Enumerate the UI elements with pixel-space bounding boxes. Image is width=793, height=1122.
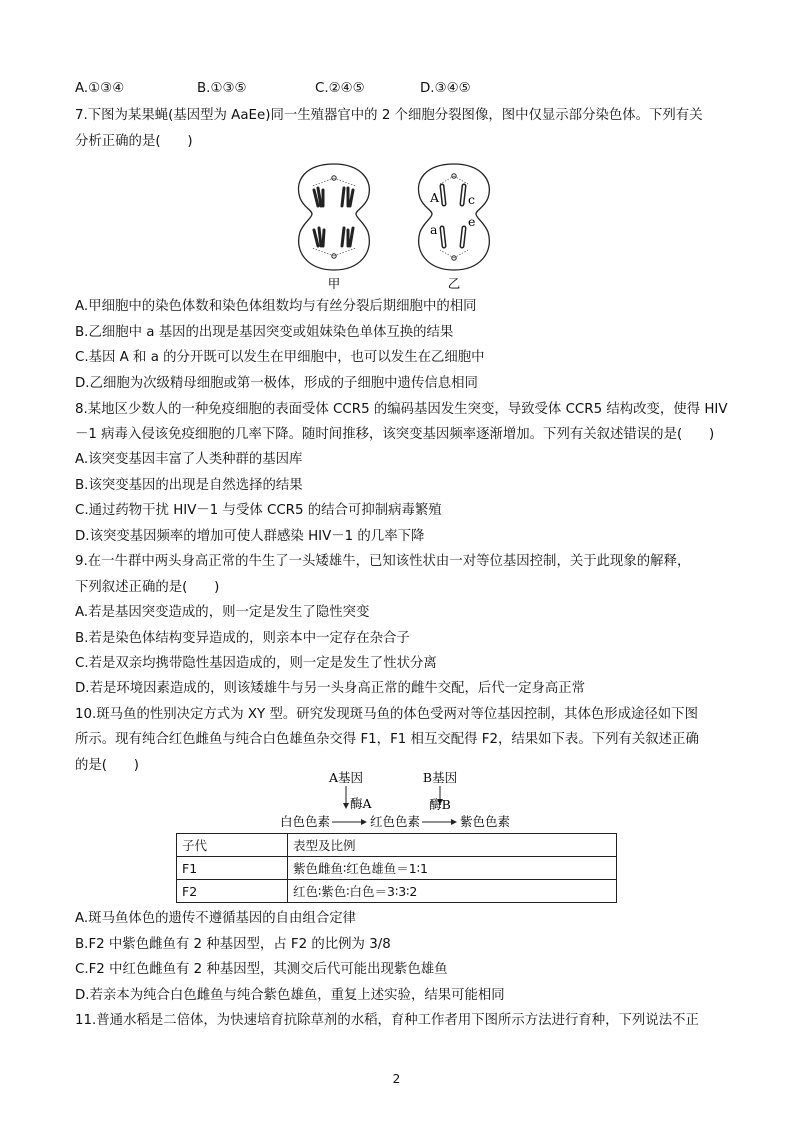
cell-jia-drawing (298, 164, 369, 270)
q10-stem-line3: 的是( ) (75, 758, 140, 773)
table-row (177, 857, 617, 880)
q10-enzyme-b-label: 酶B (429, 797, 451, 812)
q10-stem-line1: 10.斑马鱼的性别决定方式为 XY 型。研究发现斑马鱼的体色受两对等位基因控制，其体色形成途径如下图 (75, 707, 698, 722)
q10-option-a: A.斑马鱼体色的遗传不遵循基因的自由组合定律 (75, 911, 356, 926)
table-cell: F1 (177, 857, 288, 880)
table-cell: 紫色雌鱼∶红色雄鱼＝1∶1 (288, 857, 617, 880)
cell-yi-drawing (418, 164, 489, 270)
q7-option-a: A.甲细胞中的染色体数和染色体组数均与有丝分裂后期细胞中的相同 (75, 299, 477, 314)
table-cell: F2 (177, 880, 288, 903)
q9-stem-line2: 下列叙述正确的是( ) (75, 580, 220, 595)
q7-allele-label: A (430, 190, 440, 205)
q6-option-d: D.③④⑤ (420, 81, 471, 96)
q10-stem-line2: 所示。现有纯合红色雌鱼与纯合白色雄鱼杂交得 F1，F1 相互交配得 F2，结果如下表。下列有关叙述正确 (75, 732, 699, 747)
q10-pigment-pathway-diagram (270, 768, 530, 830)
q10-results-table (176, 833, 617, 903)
table-header-cell: 表型及比例 (288, 834, 617, 857)
q7-option-d: D.乙细胞为次级精母细胞或第一极体，形成的子细胞中遗传信息相同 (75, 376, 478, 391)
q10-option-c: C.F2 中红色雌鱼有 2 种基因型，其测交后代可能出现紫色雄鱼 (75, 962, 448, 977)
table-header-row (177, 834, 617, 857)
q9-option-a: A.若是基因突变造成的，则一定是发生了隐性突变 (75, 605, 370, 620)
q7-option-c: C.基因 A 和 a 的分开既可以发生在甲细胞中，也可以发生在乙细胞中 (75, 350, 485, 365)
q7-cell-division-figure (290, 160, 510, 290)
q6-option-c: C.②④⑤ (315, 81, 365, 96)
q8-option-b: B.该突变基因的出现是自然选择的结果 (75, 478, 303, 493)
q9-option-b: B.若是染色体结构变异造成的，则亲本中一定存在杂合子 (75, 631, 410, 646)
q10-purple-pigment: 紫色色素 (460, 814, 511, 829)
q10-option-b: B.F2 中紫色雌鱼有 2 种基因型，占 F2 的比例为 3/8 (75, 937, 391, 952)
q8-option-a: A.该突变基因丰富了人类种群的基因库 (75, 452, 303, 467)
q9-option-c: C.若是双亲均携带隐性基因造成的，则一定是发生了性状分离 (75, 656, 437, 671)
q6-option-b: B.①③⑤ (197, 81, 247, 96)
q8-option-d: D.该突变基因频率的增加可使人群感染 HIV－1 的几率下降 (75, 529, 425, 544)
q9-option-d: D.若是环境因素造成的，则该矮雄牛与另一头身高正常的雌牛交配，后代一定身高正常 (75, 681, 586, 696)
page-number: 2 (392, 1072, 401, 1086)
q10-red-pigment: 红色色素 (370, 814, 421, 829)
q8-option-c: C.通过药物干扰 HIV－1 与受体 CCR5 的结合可抑制病毒繁殖 (75, 503, 442, 518)
q6-option-a: A.①③④ (75, 81, 125, 96)
q10-white-pigment: 白色色素 (280, 814, 331, 829)
table-row (177, 880, 617, 903)
table-cell: 红色∶紫色∶白色＝3∶3∶2 (288, 880, 617, 903)
q10-gene-b-label: B基因 (422, 770, 458, 785)
q7-option-b: B.乙细胞中 a 基因的出现是基因突变或姐妹染色单体互换的结果 (75, 325, 454, 340)
q7-stem-line2: 分析正确的是( ) (75, 134, 193, 149)
q7-figure-label-yi: 乙 (447, 276, 461, 290)
q10-enzyme-a-label: 酶A (350, 796, 372, 811)
q8-stem-line2: －1 病毒入侵该免疫细胞的几率下降。随时间推移，该突变基因频率逐渐增加。下列有关叙述错误的是( ) (75, 427, 715, 442)
table-header-cell: 子代 (177, 834, 288, 857)
q7-allele-label: c (468, 192, 476, 207)
q11-stem-line1: 11.普通水稻是二倍体，为快速培育抗除草剂的水稻，育种工作者用下图所示方法进行育种，下列说法不正 (75, 1013, 699, 1028)
q10-option-d: D.若亲本为纯合白色雌鱼与纯合紫色雄鱼，重复上述实验，结果可能相同 (75, 988, 505, 1003)
q7-figure-label-jia: 甲 (327, 276, 341, 290)
q7-allele-label: a (430, 222, 438, 237)
q6-options-row (75, 81, 715, 99)
q10-gene-a-label: A基因 (328, 770, 364, 785)
q7-stem-line1: 7.下图为某果蝇(基因型为 AaEe)同一生殖器官中的 2 个细胞分裂图像，图中仅显示部分染色体。下列有关 (75, 108, 703, 123)
q8-stem-line1: 8.某地区少数人的一种免疫细胞的表面受体 CCR5 的编码基因发生突变，导致受体 CCR5 结构改变，使得 HIV (75, 402, 728, 417)
q7-allele-label: e (468, 214, 476, 229)
q9-stem-line1: 9.在一牛群中两头身高正常的牛生了一头矮雄牛，已知该性状由一对等位基因控制，关于此现象的解释， (75, 554, 691, 569)
